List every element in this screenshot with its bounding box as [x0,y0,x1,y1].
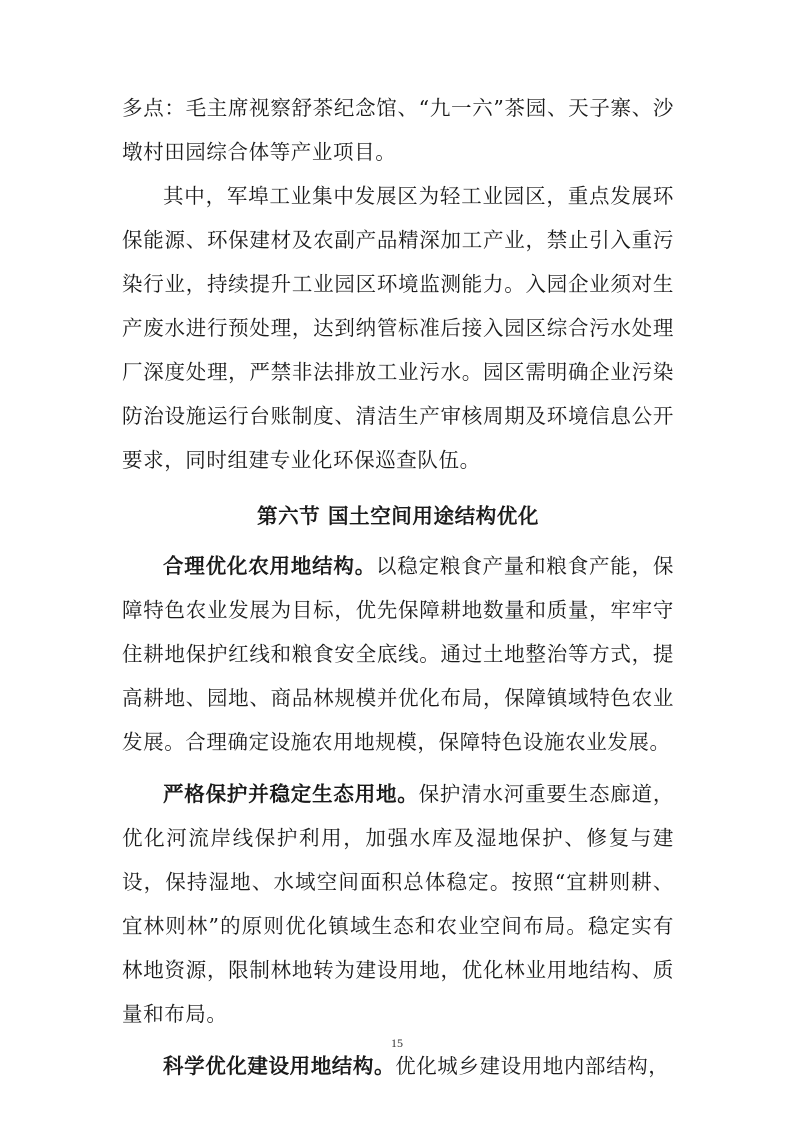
paragraph-industrial-zone: 其中，军埠工业集中发展区为轻工业园区，重点发展环保能源、环保建材及农副产品精深加工产业，禁止引入重污染行业，持续提升工业园区环境监测能力。入园企业须对生产废水进行预处理，达到纳管标准后接入园区综合污水处理厂深度处理，严禁非法排放工业污水。园区需明确企业污染防治设施运行台账制度、清洁生产审核周期及环境信息公开要求，同时组建专业化环保巡查队伍。 [122,184,674,472]
paragraph-lead-construction: 科学优化建设用地结构。 [163,1054,396,1078]
paragraph-body-ecological: 保护清水河重要生态廊道，优化河流岸线保护利用，加强水库及湿地保护、修复与建设，保持湿地、水域空间面积总体稳定。按照“宜耕则耕、宜林则林”的原则优化镇域生态和农业空间布局。稳定实有林地资源，限制林地转为建设用地，优化林业用地结构、质量和布局。 [122,782,675,1026]
section-heading: 第六节 国土空间用途结构优化 [256,504,540,528]
paragraph-continuation: 多点：毛主席视察舒茶纪念馆、“九一六”茶园、天子寨、沙墩村田园综合体等产业项目。 [122,96,674,164]
paragraph-ecological-land [122,772,674,1036]
paragraph-lead-ecological: 严格保护并稳定生态用地。 [163,782,419,806]
document-page [122,86,674,1088]
paragraph-body-agricultural: 以稳定粮食产量和粮食产能，保障特色农业发展为目标，优先保障耕地数量和质量，牢牢守住耕地保护红线和粮食安全底线。通过土地整治等方式，提高耕地、园地、商品林规模并优化布局，保障镇域特色农业发展。合理确定设施农用地规模，保障特色设施农业发展。 [122,554,674,754]
paragraph-body-construction: 优化城乡建设用地内部结构， [395,1054,670,1078]
paragraph-lead-agricultural: 合理优化农用地结构。 [163,554,376,578]
page-number: 15 [391,1036,403,1050]
paragraph-agricultural-land [122,544,674,764]
